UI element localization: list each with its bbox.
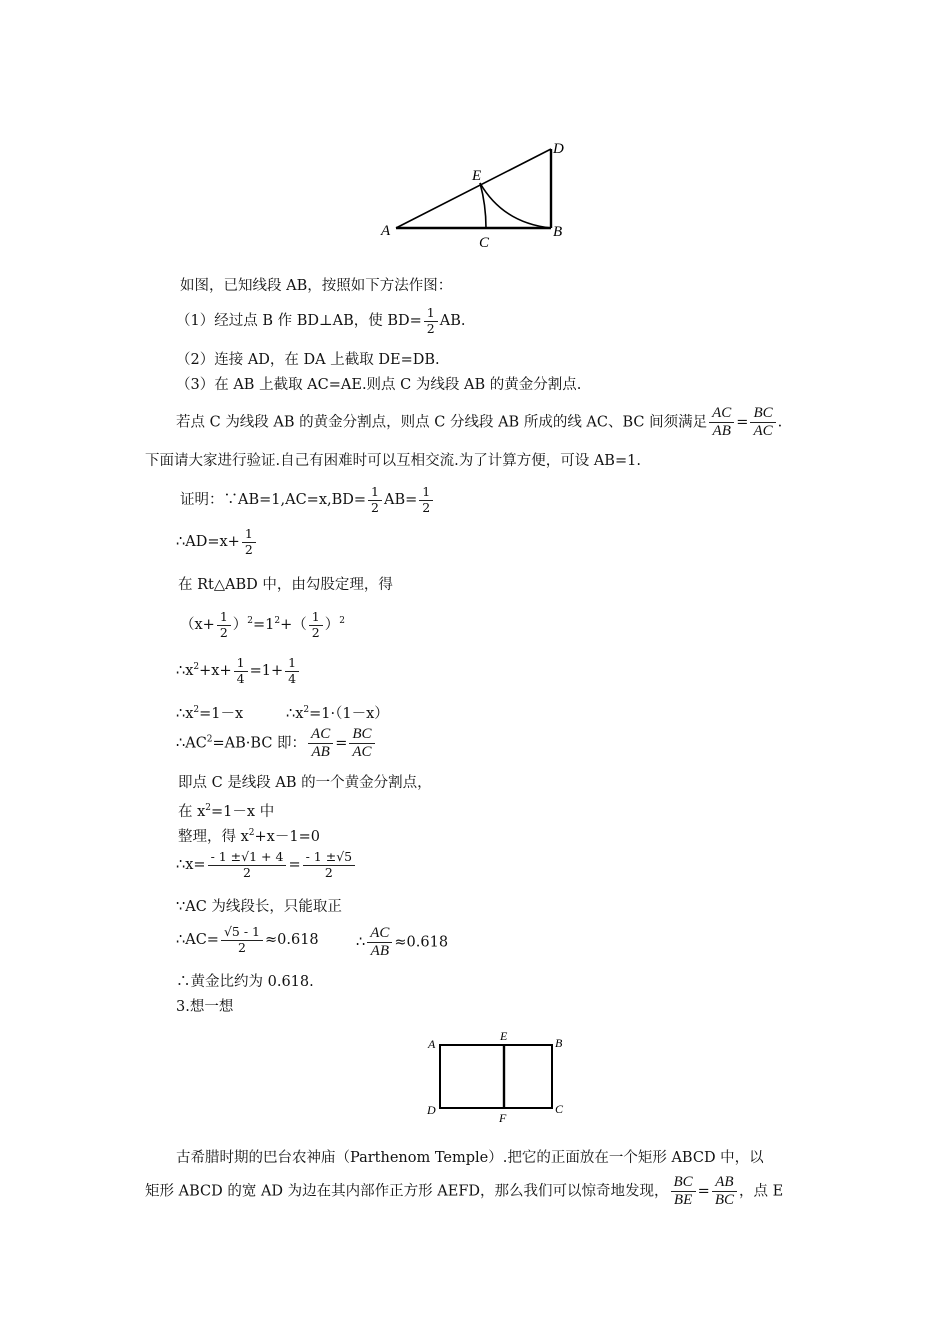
exponent: 2	[274, 616, 281, 627]
eq-part: =1	[253, 617, 275, 633]
ratio-equation-line	[176, 726, 377, 761]
eq-part: +x－1=0	[254, 828, 320, 845]
fraction-den: AB	[311, 744, 330, 760]
label-e: E	[500, 1029, 508, 1043]
eq-part: 整理，得 x	[178, 828, 249, 845]
eq-part: ≈0.618	[394, 934, 449, 951]
fraction-solution-2	[303, 850, 356, 880]
eq-part: ≈0.618	[265, 932, 319, 948]
eq-part: 在 x	[178, 803, 206, 820]
ac-value-line	[176, 925, 319, 955]
fraction-num: - 1 ±√1 + 4	[208, 850, 287, 866]
fraction-num: 1	[285, 656, 299, 672]
paragraph-2-tail: ，点 E	[739, 1183, 784, 1200]
fraction-bc-be	[671, 1174, 696, 1209]
exponent: 2	[205, 803, 212, 813]
paragraph-2-text: 矩形 ABCD 的宽 AD 为边在其内部作正方形 AEFD，那么我们可以惊奇地发现，	[145, 1183, 669, 1200]
fraction-num: 1	[419, 485, 433, 501]
label-b: B	[555, 1036, 563, 1050]
eq-part: ∴x	[176, 705, 194, 722]
label-d: D	[553, 141, 564, 157]
step-1	[176, 306, 466, 336]
fraction-den: 2	[244, 541, 253, 557]
eq-part: =1+	[249, 663, 284, 679]
fraction-num: AB	[712, 1174, 737, 1192]
fraction-den: AB	[712, 423, 731, 439]
proof-line	[180, 485, 435, 515]
fraction-bc-ac	[349, 726, 374, 761]
paragraph-2: 古希腊时期的巴台农神庙（Parthenom Temple）.把它的正面放在一个矩形 ABCD 中，以	[176, 1150, 764, 1166]
eq-part: ∴AC=	[176, 932, 219, 948]
rearrange-line	[178, 823, 320, 847]
ratio-value-line	[356, 925, 448, 960]
equals-sign: =	[736, 414, 749, 431]
eq-part: =AB·BC 即：	[212, 735, 307, 752]
fraction-den: AB	[370, 943, 389, 959]
eq-part: ）	[324, 617, 340, 633]
step-1-tail: AB.	[439, 313, 466, 329]
eq-part: +x+	[199, 663, 232, 679]
exponent: 2	[193, 705, 200, 715]
golden-ratio-line: ∴黄金比约为 0.618.	[176, 974, 314, 990]
fraction-half	[217, 610, 231, 640]
eq-part: ∴AC	[176, 735, 207, 752]
eq-part: =1·（1－x）	[309, 705, 389, 722]
section-heading: 3.想一想	[176, 999, 234, 1015]
fraction-den: 2	[422, 499, 431, 515]
fraction-num: 1	[424, 306, 438, 322]
exponent: 2	[206, 734, 213, 745]
fraction-solution-1	[208, 850, 287, 880]
simplify-line	[176, 700, 243, 724]
rectangle-figure	[420, 1028, 570, 1128]
fraction-den: 2	[243, 864, 251, 880]
fraction-den: BE	[673, 1192, 693, 1208]
fraction-num: 1	[234, 656, 248, 672]
eq-part: =1－x	[199, 705, 244, 722]
fraction-den: BC	[714, 1192, 734, 1208]
fraction-den: 2	[238, 939, 246, 955]
eq-part: ∴x	[286, 705, 304, 722]
fraction-den: 4	[288, 670, 297, 686]
label-e: E	[472, 168, 482, 184]
proof-text: 证明：∵AB=1,AC=x,BD=	[180, 492, 367, 508]
fraction-num: BC	[349, 726, 374, 744]
equals-sign: =	[288, 857, 301, 873]
label-d: D	[427, 1103, 436, 1117]
rectangle-abcd	[440, 1045, 552, 1108]
exponent: 2	[193, 662, 200, 673]
expand-line	[176, 656, 301, 686]
exponent: 2	[303, 705, 310, 715]
eq-part: ）	[232, 617, 248, 633]
fraction-num: BC	[671, 1174, 696, 1192]
label-c: C	[555, 1102, 564, 1116]
fraction-half	[309, 610, 323, 640]
label-a: A	[381, 223, 391, 239]
fraction-num: - 1 ±√5	[303, 850, 356, 866]
step-1-text: （1）经过点 B 作 BD⊥AB，使 BD=	[176, 313, 422, 329]
label-b: B	[553, 224, 563, 240]
rt-line: 在 Rt△ABD 中，由勾股定理，得	[178, 577, 393, 593]
fraction-num: 1	[242, 527, 256, 543]
exponent: 2	[248, 828, 255, 838]
simplify-line-2	[286, 700, 389, 724]
step-3: （3）在 AB 上截取 AC=AE.则点 C 为线段 AB 的黄金分割点.	[176, 377, 582, 393]
fraction-ac-ab	[367, 925, 392, 960]
proof-text-2: AB=	[384, 492, 418, 508]
step-2: （2）连接 AD，在 DA 上截取 DE=DB.	[176, 352, 440, 368]
equals-sign: =	[335, 735, 348, 752]
paragraph-1	[176, 405, 782, 440]
fraction-num: AC	[709, 405, 734, 423]
fraction-bc-ac	[750, 405, 775, 440]
fraction-num: 1	[309, 610, 323, 626]
exponent: 2	[247, 616, 254, 627]
golden-point-line: 即点 C 是线段 AB 的一个黄金分割点，	[178, 775, 432, 791]
fraction-num: BC	[750, 405, 775, 423]
fraction-den: AC	[753, 423, 773, 439]
label-f: F	[499, 1111, 507, 1125]
fraction-num: √5 - 1	[221, 925, 263, 941]
eq-part: ∴x	[176, 663, 194, 679]
eq-part: +（	[280, 617, 307, 633]
fraction-den: 2	[311, 624, 320, 640]
fraction-quarter	[285, 656, 299, 686]
fraction-num: 1	[368, 485, 382, 501]
solution-line	[176, 850, 357, 880]
golden-section-figure	[375, 135, 575, 250]
fraction-half	[368, 485, 382, 515]
eq-part: =1－x 中	[211, 803, 275, 820]
equals-sign: =	[697, 1183, 710, 1200]
fraction-ac-ab	[308, 726, 333, 761]
fraction-ac-ab	[709, 405, 734, 440]
ad-line	[176, 527, 258, 557]
in-equation-line	[178, 798, 274, 822]
fraction-num: AC	[308, 726, 333, 744]
fraction-den: 2	[426, 320, 435, 336]
paragraph-1-line-2: 下面请大家进行验证.自己有困难时可以互相交流.为了计算方便，可设 AB=1.	[145, 453, 641, 469]
segment-ad	[396, 149, 551, 228]
label-c: C	[479, 235, 490, 250]
fraction-ac-value	[221, 925, 263, 955]
fraction-num: 1	[217, 610, 231, 626]
eq-part: ∴	[356, 934, 366, 951]
pythagoras-line	[180, 610, 345, 640]
arc-de	[480, 183, 551, 228]
fraction-den: AC	[352, 744, 372, 760]
fraction-half	[242, 527, 256, 557]
positive-line: ∵AC 为线段长，只能取正	[176, 899, 342, 915]
intro-line: 如图，已知线段 AB，按照如下方法作图：	[180, 278, 453, 294]
eq-part: ∴x=	[176, 857, 206, 873]
fraction-half	[424, 306, 438, 336]
fraction-quarter	[234, 656, 248, 686]
fraction-den: 2	[371, 499, 379, 515]
exponent: 2	[339, 616, 345, 627]
fraction-den: 4	[236, 670, 245, 686]
fraction-den: 2	[219, 624, 228, 640]
fraction-half	[419, 485, 433, 515]
ad-text: ∴AD=x+	[176, 534, 240, 550]
fraction-den: 2	[324, 864, 333, 880]
eq-part: （x+	[180, 617, 215, 633]
period: .	[777, 414, 783, 431]
fraction-num: AC	[367, 925, 392, 943]
paragraph-1-text: 若点 C 为线段 AB 的黄金分割点，则点 C 分线段 AB 所成的线 AC、BC 间须满足	[176, 414, 708, 431]
paragraph-2-line-2	[145, 1174, 783, 1209]
fraction-ab-bc	[712, 1174, 737, 1209]
label-a: A	[428, 1037, 436, 1051]
